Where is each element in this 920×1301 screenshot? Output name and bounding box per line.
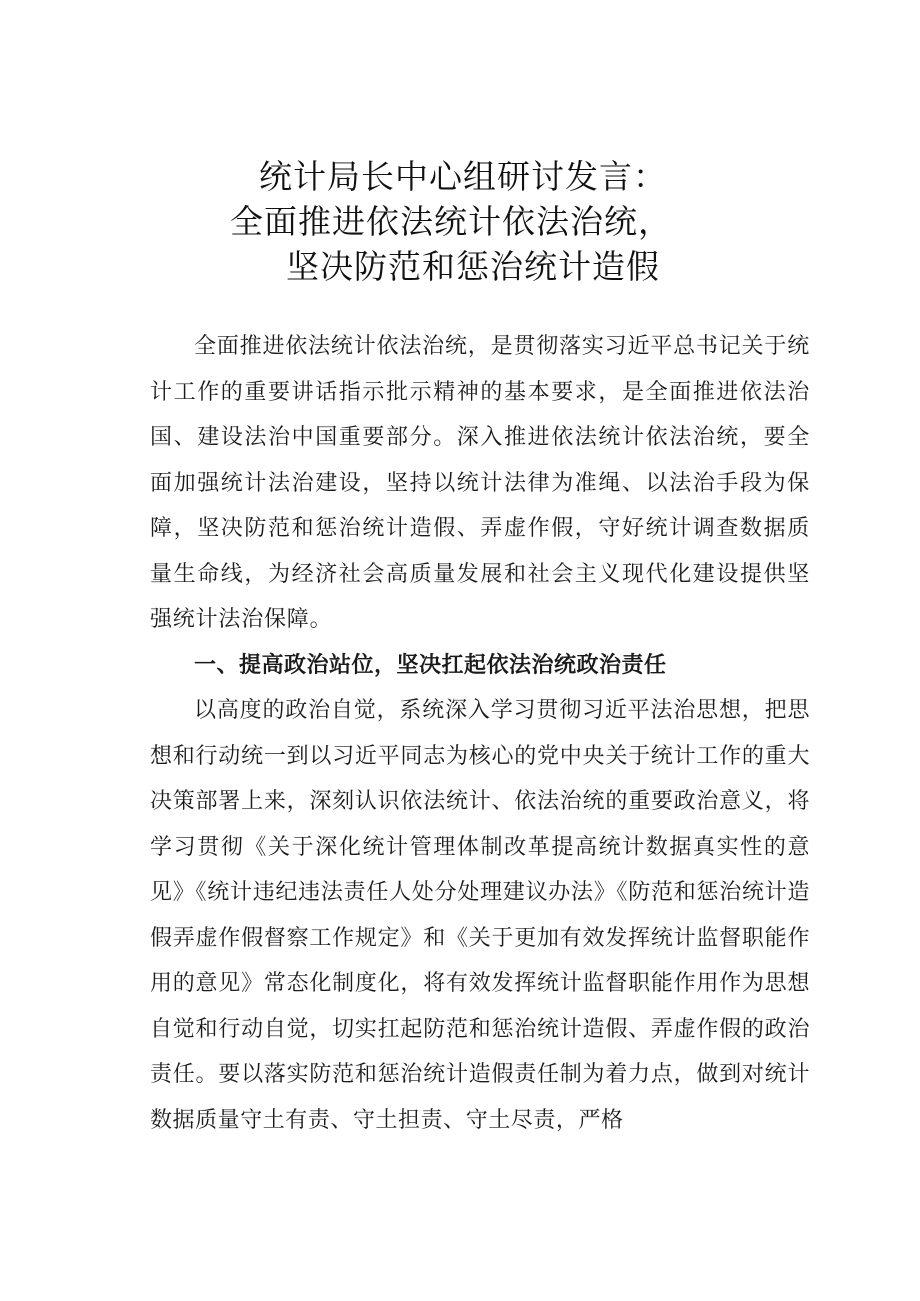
section-1-paragraph: 以高度的政治自觉，系统深入学习贯彻习近平法治思想，把思想和行动统一到以习近平同志为核心的党中央关于统计工作的重大决策部署上来，深刻认识依法统计、依法治统的重要政治意义，将学习贯彻《关于深化统计管理体制改革提高统计数据真实性的意见》《统计违纪违法责任人处分处理建议办法》《防范和惩治统计造假弄虚作假督察工作规定》和《关于更加有效发挥统计监督职能作用的意见》常态化制度化，将有效发挥统计监督职能作用作为思想自觉和行动自觉，切实扛起防范和惩治统计造假、弄虚作假的政治责任。要以落实防范和惩治统计造假责任制为着力点，做到对统计数据质量守土有责、守土担责、守土尽责，严格 xyxy=(150,698,810,1133)
section-heading-1: 一、提高政治站位，坚决扛起依法治统政治责任 xyxy=(194,652,667,678)
document-body xyxy=(150,324,810,1143)
title-line-1: 统计局长中心组研讨发言： xyxy=(259,157,667,196)
title-line-2: 全面推进依法统计依法治统， xyxy=(230,202,672,241)
document-title xyxy=(150,154,776,289)
intro-paragraph: 全面推进依法统计依法治统，是贯彻落实习近平总书记关于统计工作的重要讲话指示批示精神的基本要求，是全面推进依法治国、建设法治中国重要部分。深入推进依法统计依法治统，要全面加强统计法治建设，坚持以统计法律为准绳、以法治手段为保障，坚决防范和惩治统计造假、弄虚作假，守好统计调查数据质量生命线，为经济社会高质量发展和社会主义现代化建设提供坚强统计法治保障。 xyxy=(150,334,810,632)
title-line-3: 坚决防范和惩治统计造假 xyxy=(286,247,660,286)
